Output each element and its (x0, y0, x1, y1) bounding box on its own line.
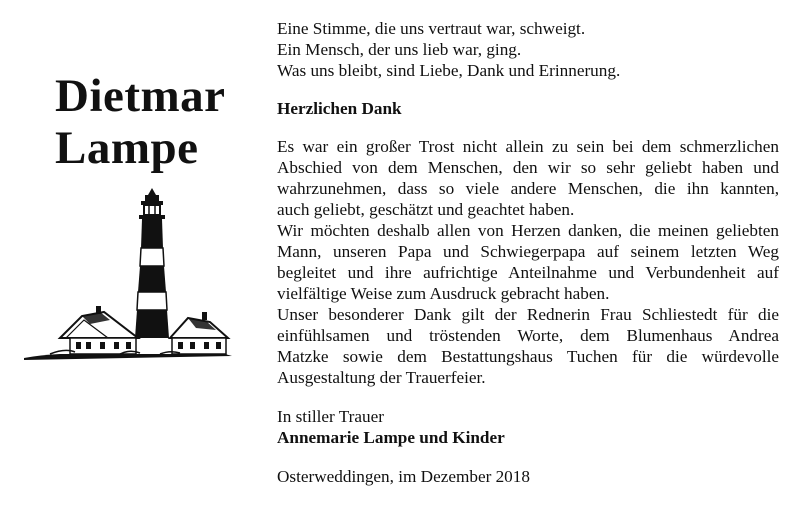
body-line: begleitet und ihre aufrichtige Anteilnahme und Verbundenheit auf (277, 263, 779, 282)
deceased-name (55, 70, 226, 174)
body-line: Abschied von dem Menschen, den wir so sehr geliebt haben und (277, 158, 779, 177)
poem (277, 18, 779, 81)
body-line: Mann, unseren Papa und Schwiegerpapa auf seinem letzten Weg (277, 242, 779, 261)
first-name: Dietmar (55, 70, 226, 122)
place-date: Osterweddingen, im Dezember 2018 (277, 467, 530, 486)
poem-line: Eine Stimme, die uns vertraut war, schweigt. (277, 19, 586, 38)
thanks-heading: Herzlichen Dank (277, 99, 402, 118)
body-line: Es war ein großer Trost nicht allein zu sein bei dem schmerzlichen (277, 137, 779, 156)
body-line: Unser besonderer Dank gilt der Rednerin Frau Schliestedt für die (277, 305, 779, 324)
body-line: Wir möchten deshalb allen von Herzen danken, die meinen geliebten (277, 221, 779, 240)
body-line: Matzke sowie dem Bestattungshaus Tuchen für die würdevolle (277, 347, 779, 366)
family-signature: Annemarie Lampe und Kinder (277, 428, 505, 447)
thanks-body (277, 136, 779, 388)
notice-text (277, 18, 779, 487)
poem-line: Was uns bleibt, sind Liebe, Dank und Erinnerung. (277, 61, 621, 80)
body-line: auch geliebt, geschätzt und geachtet haben. (277, 200, 575, 219)
body-line: vielfältige Weise zum Ausdruck gebracht haben. (277, 284, 610, 303)
poem-line: Ein Mensch, der uns lieb war, ging. (277, 40, 522, 59)
closing-phrase: In stiller Trauer (277, 407, 384, 426)
body-line: wahrzunehmen, dass so viele andere Menschen, die ihn kannten, (277, 179, 779, 198)
body-line: einfühlsamen und tröstenden Worte, dem Blumenhaus Andrea (277, 326, 779, 345)
body-line: Ausgestaltung der Trauerfeier. (277, 368, 486, 387)
last-name: Lampe (55, 122, 199, 174)
lighthouse-illustration (20, 188, 235, 368)
